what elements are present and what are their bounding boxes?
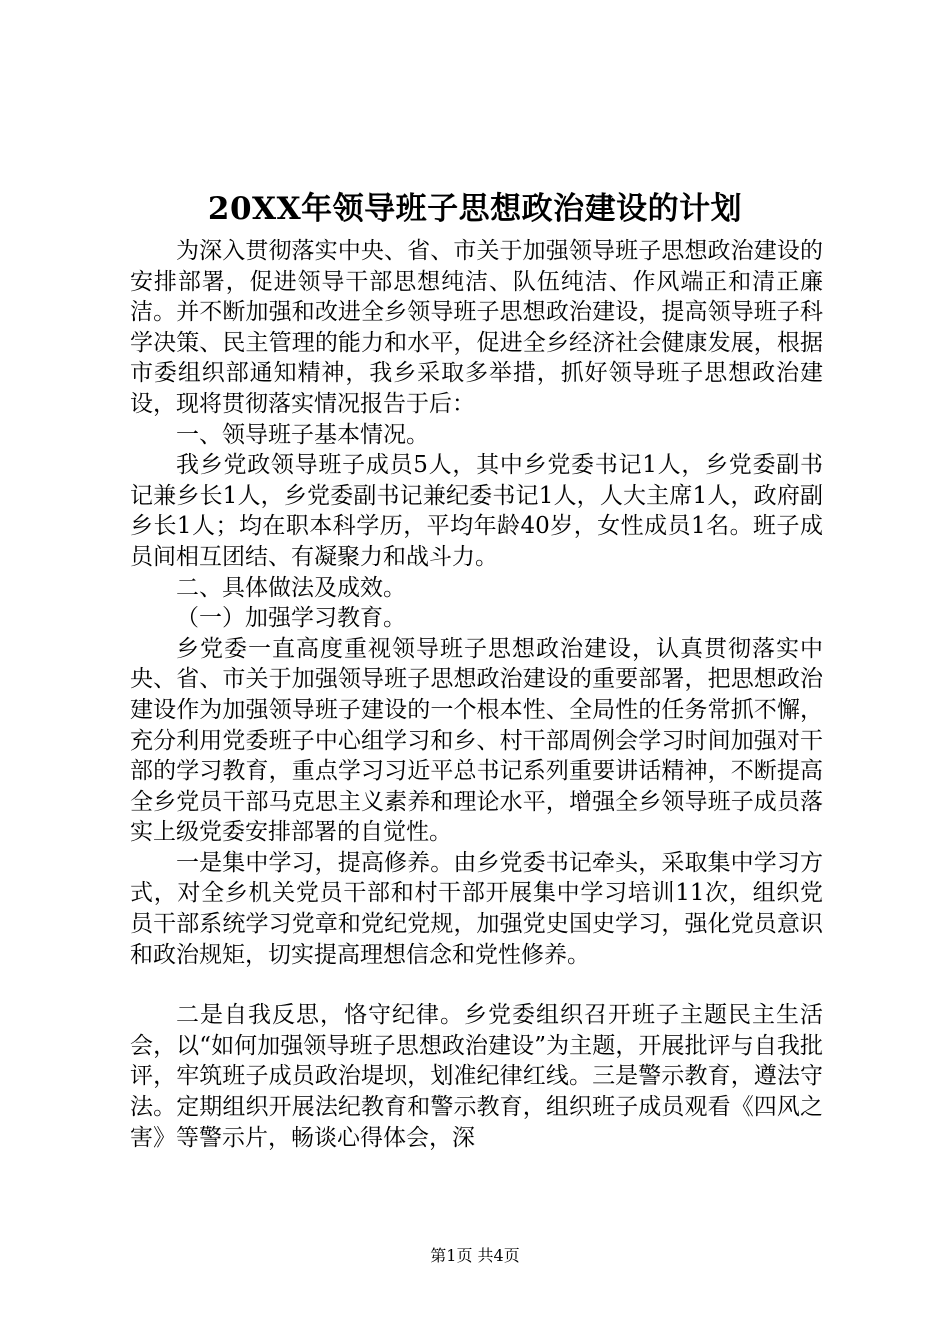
page-footer: 第1页 共4页 bbox=[430, 1246, 520, 1265]
paragraph-team-overview: 我乡党政领导班子成员5人，其中乡党委书记1人，乡党委副书记兼乡长1人，乡党委副书记兼纪委书记1人，人大主席1人，政府副乡长1人；均在职本科学历，平均年龄40岁，女性成员1名。班子成员间相互团结、有凝聚力和战斗力。 bbox=[130, 452, 823, 570]
document-title: 20XX年领导班子思想政治建设的计划 bbox=[207, 191, 743, 227]
paragraph-intro: 为深入贯彻落实中央、省、市关于加强领导班子思想政治建设的安排部署，促进领导干部思想纯洁、队伍纯洁、作风端正和清正廉洁。并不断加强和改进全乡领导班子思想政治建设，提高领导班子科学决策、民主管理的能力和水平，促进全乡经济社会健康发展，根据市委组织部通知精神，我乡采取多举措，抓好领导班子思想政治建设，现将贯彻落实情况报告于后： bbox=[130, 238, 823, 417]
document-body bbox=[130, 236, 823, 1153]
section-heading-1: 一、领导班子基本情况。 bbox=[176, 421, 429, 448]
section-heading-2: 二、具体做法及成效。 bbox=[176, 574, 406, 601]
paragraph-self-reflection: 二是自我反思，恪守纪律。乡党委组织召开班子主题民主生活会，以“如何加强领导班子思想政治建设”为主题，开展批评与自我批评，牢筑班子成员政治堤坝，划准纪律红线。三是警示教育，遵法守法。定期组织开展法纪教育和警示教育，组织班子成员观看《四风之害》等警示片，畅谈心得体会，深 bbox=[130, 1002, 823, 1151]
paragraph-learning-education: 乡党委一直高度重视领导班子思想政治建设，认真贯彻落实中央、省、市关于加强领导班子思想政治建设的重要部署，把思想政治建设作为加强领导班子建设的一个根本性、全局性的任务常抓不懈，充分利用党委班子中心组学习和乡、村干部周例会学习时间加强对干部的学习教育，重点学习习近平总书记系列重要讲话精神，不断提高全乡党员干部马克思主义素养和理论水平，增强全乡领导班子成员落实上级党委安排部署的自觉性。 bbox=[130, 635, 823, 846]
subsection-heading-1: （一）加强学习教育。 bbox=[176, 605, 406, 632]
paragraph-centralized-study: 一是集中学习，提高修养。由乡党委书记牵头，采取集中学习方式，对全乡机关党员干部和村干部开展集中学习培训11次，组织党员干部系统学习党章和党纪党规，加强党史国史学习，强化党员意识和政治规矩，切实提高理想信念和党性修养。 bbox=[130, 849, 823, 968]
